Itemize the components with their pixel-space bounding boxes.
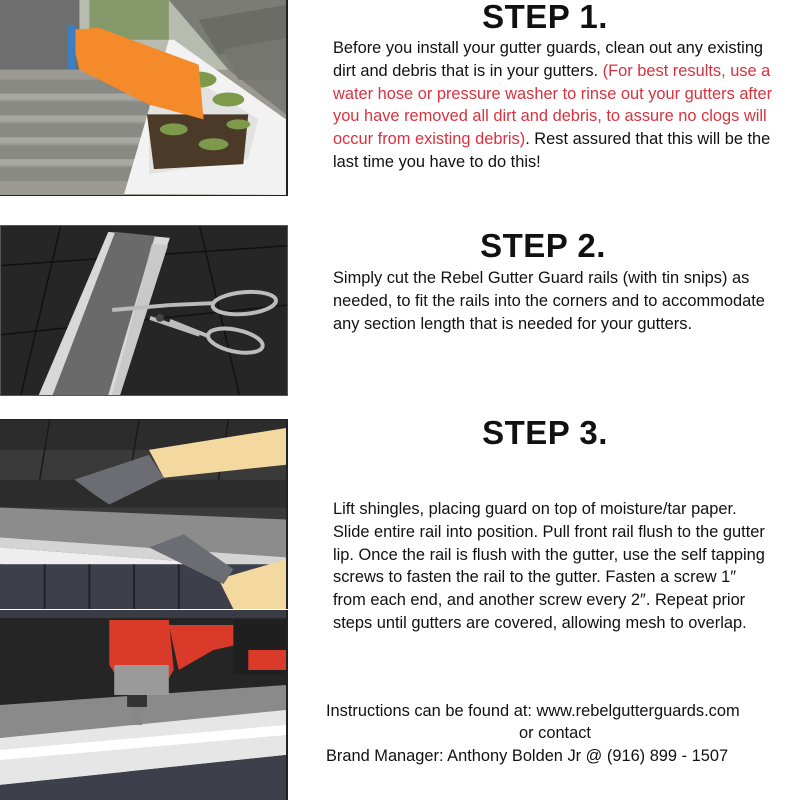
gutter-cleaning-illustration — [0, 0, 286, 195]
step-1-text-tip: (For best results, use a water hose or pressure washer to rinse out your gutters after you have removed all dirt and debris, to assure no clogs will occur from existing debris) — [333, 61, 773, 149]
step-1-photo — [0, 0, 288, 196]
step-1-title: STEP 1. — [482, 0, 608, 35]
step-2-title: STEP 2. — [480, 227, 606, 264]
step-2-instructions: Simply cut the Rebel Gutter Guard rails (with tin snips) as needed, to fit the rails into the corners and to accommodate any section length that is needed for your gutters. — [333, 269, 765, 333]
step-3-title: STEP 3. — [482, 414, 608, 451]
drill-fastening-screw-illustration — [0, 610, 286, 800]
hands-placing-guard-illustration — [0, 420, 286, 609]
or-contact-text: or contact — [519, 724, 591, 743]
step-3-photo-placing-guard — [0, 419, 288, 609]
brand-manager-contact: Brand Manager: Anthony Bolden Jr @ (916) 899 - 1507 — [326, 746, 729, 765]
contact-footer — [320, 700, 790, 767]
step-2-photo — [0, 225, 288, 396]
step-3-photo-fastening-screw — [0, 610, 288, 800]
step-3-instructions: Lift shingles, placing guard on top of moisture/tar paper. Slide entire rail into position. Pull front rail flush to the gutter lip. Once the rail is flush with the gutter, use the self tapping screws to fasten the rail to the gutter. Fasten a screw 1″ from each end, and another screw every 2″. Repeat prior steps until gutters are covered, allowing mesh to overlap. — [333, 500, 765, 632]
step-1-text-outro: . Rest assured that this will be the last time you have to do this! — [333, 130, 771, 171]
step-1-instructions — [333, 37, 773, 174]
step-1-text-intro: Before you install your gutter guards, clean out any existing dirt and debris that is in your gutters. — [333, 39, 764, 80]
tin-snips-cutting-rail-illustration — [1, 226, 287, 395]
instructions-link-text[interactable]: Instructions can be found at: www.rebelgutterguards.com — [326, 702, 740, 720]
